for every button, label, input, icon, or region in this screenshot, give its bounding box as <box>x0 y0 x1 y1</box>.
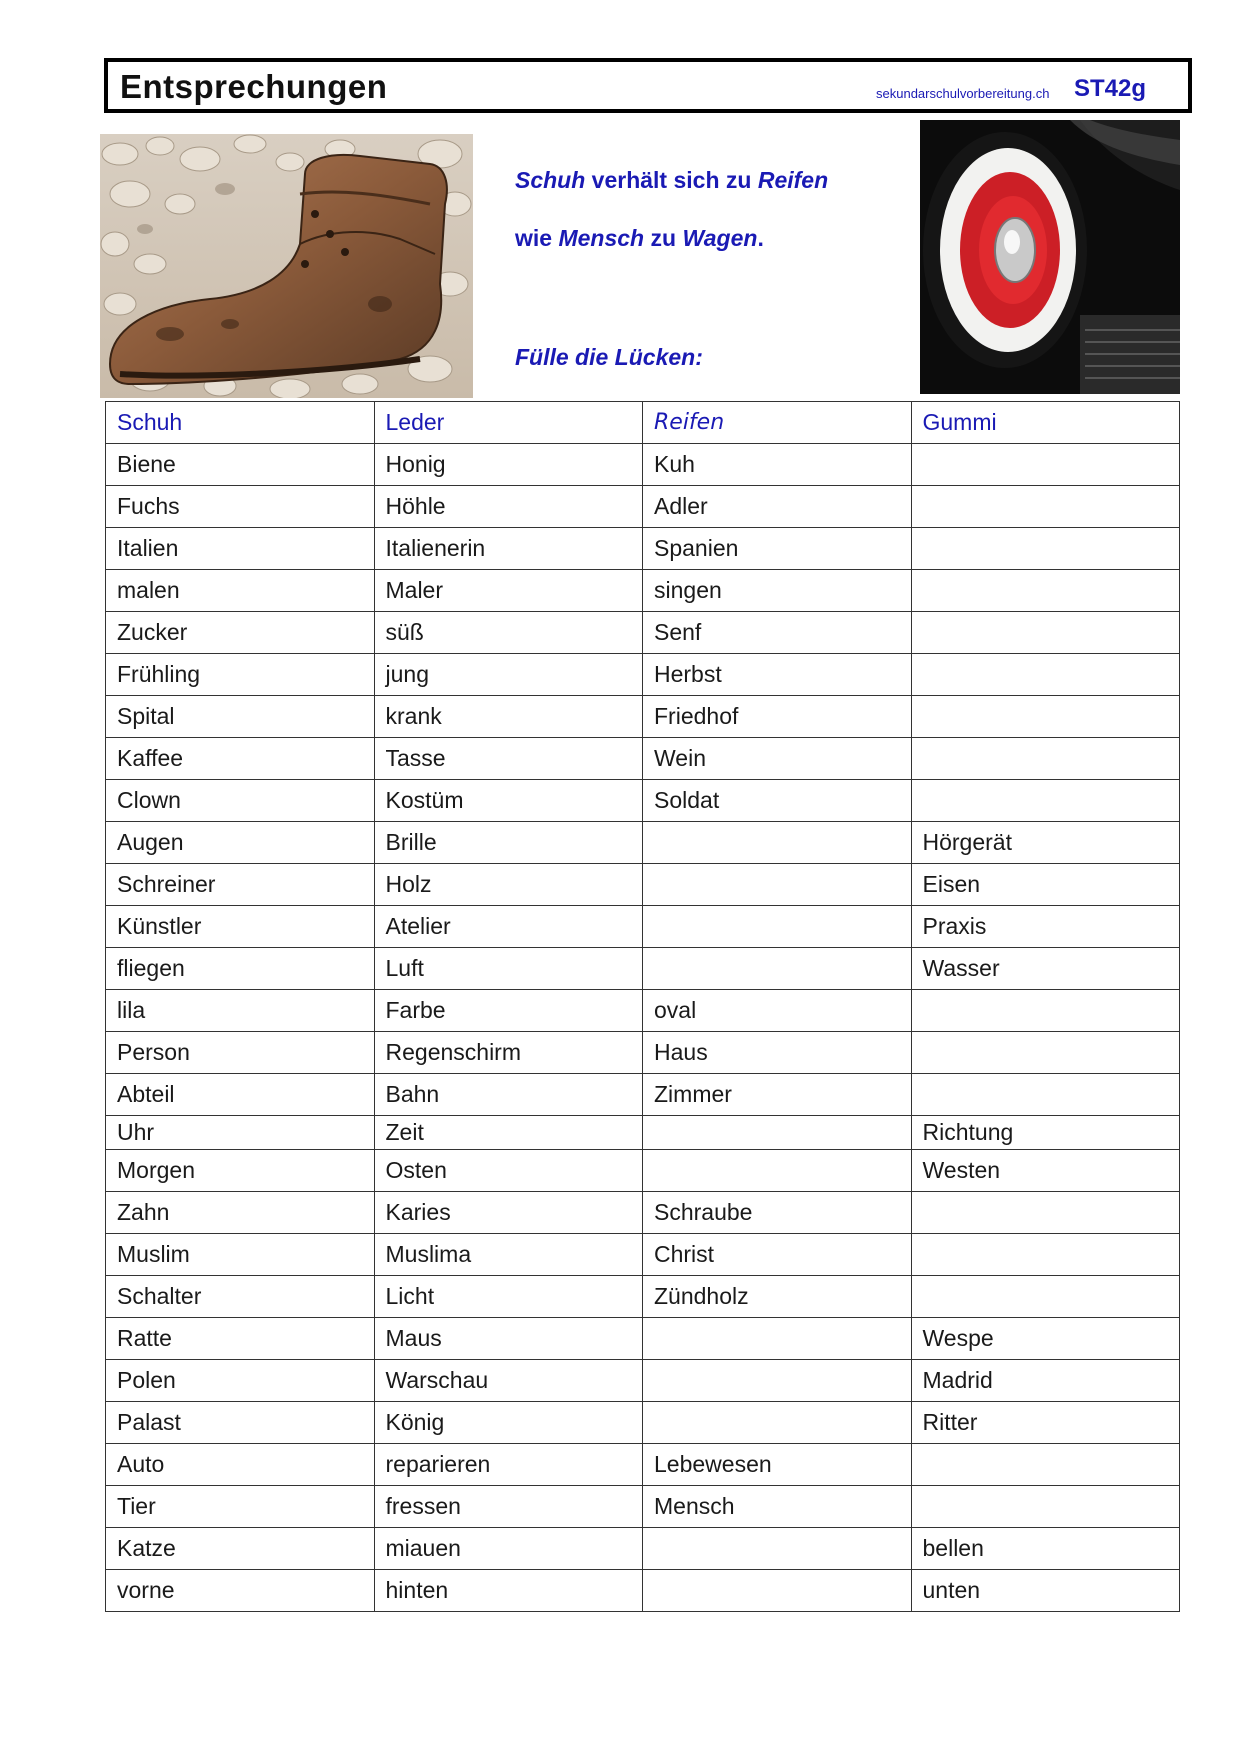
blank-cell[interactable] <box>643 864 912 906</box>
table-cell: Adler <box>643 486 912 528</box>
table-cell: Mensch <box>643 1486 912 1528</box>
table-row <box>106 1276 1180 1318</box>
blank-cell[interactable] <box>911 486 1180 528</box>
blank-cell[interactable] <box>911 1276 1180 1318</box>
table-cell: Zündholz <box>643 1276 912 1318</box>
table-cell: krank <box>374 696 643 738</box>
table-cell: Haus <box>643 1032 912 1074</box>
table-cell: Warschau <box>374 1360 643 1402</box>
table-row <box>106 1150 1180 1192</box>
table-row <box>106 1486 1180 1528</box>
blank-cell[interactable] <box>911 696 1180 738</box>
blank-cell[interactable] <box>643 1528 912 1570</box>
table-cell: Zahn <box>106 1192 375 1234</box>
table-row <box>106 1074 1180 1116</box>
table-row <box>106 864 1180 906</box>
table-cell: Augen <box>106 822 375 864</box>
table-row <box>106 780 1180 822</box>
table-cell: Friedhof <box>643 696 912 738</box>
table-cell: hinten <box>374 1570 643 1612</box>
table-cell: Karies <box>374 1192 643 1234</box>
analogy-table <box>105 401 1180 1612</box>
header-col-3: Reifen <box>643 402 912 444</box>
blank-cell[interactable] <box>911 570 1180 612</box>
table-cell: Honig <box>374 444 643 486</box>
blank-cell[interactable] <box>643 822 912 864</box>
site-name: sekundarschulvorbereitung.ch <box>876 86 1050 101</box>
blank-cell[interactable] <box>643 1402 912 1444</box>
table-cell: lila <box>106 990 375 1032</box>
table-cell: süß <box>374 612 643 654</box>
table-cell: Auto <box>106 1444 375 1486</box>
table-row <box>106 696 1180 738</box>
table-cell: Katze <box>106 1528 375 1570</box>
table-row <box>106 906 1180 948</box>
table-cell: fressen <box>374 1486 643 1528</box>
table-row <box>106 990 1180 1032</box>
table-cell: Frühling <box>106 654 375 696</box>
table-row <box>106 738 1180 780</box>
table-cell: Richtung <box>911 1116 1180 1150</box>
table-cell: Luft <box>374 948 643 990</box>
table-cell: Christ <box>643 1234 912 1276</box>
table-cell: Ratte <box>106 1318 375 1360</box>
table-row <box>106 1032 1180 1074</box>
table-row <box>106 612 1180 654</box>
blank-cell[interactable] <box>643 1116 912 1150</box>
table-cell: Kostüm <box>374 780 643 822</box>
table-header-row <box>106 402 1180 444</box>
table-row <box>106 1116 1180 1150</box>
blank-cell[interactable] <box>911 1032 1180 1074</box>
table-row <box>106 1570 1180 1612</box>
blank-cell[interactable] <box>911 612 1180 654</box>
table-cell: Person <box>106 1032 375 1074</box>
blank-cell[interactable] <box>643 1570 912 1612</box>
table-cell: malen <box>106 570 375 612</box>
table-row <box>106 1444 1180 1486</box>
table-cell: Künstler <box>106 906 375 948</box>
table-cell: Osten <box>374 1150 643 1192</box>
table-cell: vorne <box>106 1570 375 1612</box>
table-row <box>106 1360 1180 1402</box>
table-cell: Praxis <box>911 906 1180 948</box>
table-row <box>106 486 1180 528</box>
table-cell: König <box>374 1402 643 1444</box>
table-cell: Bahn <box>374 1074 643 1116</box>
table-cell: Höhle <box>374 486 643 528</box>
table-cell: fliegen <box>106 948 375 990</box>
table-cell: Italien <box>106 528 375 570</box>
table-cell: Clown <box>106 780 375 822</box>
page-title: Entsprechungen <box>120 68 388 105</box>
blank-cell[interactable] <box>911 1074 1180 1116</box>
table-cell: Spanien <box>643 528 912 570</box>
blank-cell[interactable] <box>911 738 1180 780</box>
blank-cell[interactable] <box>643 906 912 948</box>
table-cell: Spital <box>106 696 375 738</box>
table-cell: Regenschirm <box>374 1032 643 1074</box>
table-cell: Morgen <box>106 1150 375 1192</box>
blank-cell[interactable] <box>643 1150 912 1192</box>
table-cell: Lebewesen <box>643 1444 912 1486</box>
table-row <box>106 570 1180 612</box>
intro-sentence-1: Schuh verhält sich zu Reifen <box>515 167 829 193</box>
table-row <box>106 444 1180 486</box>
table-cell: Italienerin <box>374 528 643 570</box>
table-row <box>106 948 1180 990</box>
table-cell: Palast <box>106 1402 375 1444</box>
table-row <box>106 822 1180 864</box>
blank-cell[interactable] <box>911 780 1180 822</box>
table-cell: Schalter <box>106 1276 375 1318</box>
blank-cell[interactable] <box>911 1234 1180 1276</box>
table-cell: Holz <box>374 864 643 906</box>
table-cell: Herbst <box>643 654 912 696</box>
table-row <box>106 1192 1180 1234</box>
table-cell: Schreiner <box>106 864 375 906</box>
blank-cell[interactable] <box>911 1444 1180 1486</box>
blank-cell[interactable] <box>911 528 1180 570</box>
blank-cell[interactable] <box>643 948 912 990</box>
table-cell: Muslima <box>374 1234 643 1276</box>
table-row <box>106 1402 1180 1444</box>
shoe-photo <box>100 134 473 398</box>
table-cell: Zimmer <box>643 1074 912 1116</box>
table-cell: Biene <box>106 444 375 486</box>
table-cell: Maus <box>374 1318 643 1360</box>
header-col-4: Gummi <box>911 402 1180 444</box>
table-cell: Maler <box>374 570 643 612</box>
table-cell: Licht <box>374 1276 643 1318</box>
blank-cell[interactable] <box>911 444 1180 486</box>
table-cell: Atelier <box>374 906 643 948</box>
table-cell: Kaffee <box>106 738 375 780</box>
table-row <box>106 1318 1180 1360</box>
table-cell: singen <box>643 570 912 612</box>
table-cell: Muslim <box>106 1234 375 1276</box>
table-cell: oval <box>643 990 912 1032</box>
table-cell: Hörgerät <box>911 822 1180 864</box>
table-cell: Kuh <box>643 444 912 486</box>
table-cell: Brille <box>374 822 643 864</box>
table-cell: Schraube <box>643 1192 912 1234</box>
table-cell: Soldat <box>643 780 912 822</box>
table-cell: Tasse <box>374 738 643 780</box>
header-col-1: Schuh <box>106 402 375 444</box>
table-cell: Tier <box>106 1486 375 1528</box>
table-cell: Uhr <box>106 1116 375 1150</box>
table-cell: Westen <box>911 1150 1180 1192</box>
blank-cell[interactable] <box>911 654 1180 696</box>
header-col-2: Leder <box>374 402 643 444</box>
blank-cell[interactable] <box>643 1360 912 1402</box>
table-cell: Madrid <box>911 1360 1180 1402</box>
blank-cell[interactable] <box>911 990 1180 1032</box>
intro-sentence-2: wie Mensch zu Wagen. <box>515 225 764 251</box>
table-cell: Ritter <box>911 1402 1180 1444</box>
worksheet-code: ST42g <box>1074 75 1147 102</box>
table-cell: bellen <box>911 1528 1180 1570</box>
tire-photo <box>920 120 1180 394</box>
table-cell: Wasser <box>911 948 1180 990</box>
table-cell: unten <box>911 1570 1180 1612</box>
blank-cell[interactable] <box>643 1318 912 1360</box>
table-row <box>106 654 1180 696</box>
table-cell: Zucker <box>106 612 375 654</box>
table-cell: Wespe <box>911 1318 1180 1360</box>
table-cell: miauen <box>374 1528 643 1570</box>
table-cell: jung <box>374 654 643 696</box>
blank-cell[interactable] <box>911 1192 1180 1234</box>
table-cell: Polen <box>106 1360 375 1402</box>
table-cell: Abteil <box>106 1074 375 1116</box>
table-cell: Senf <box>643 612 912 654</box>
table-row <box>106 1528 1180 1570</box>
table-cell: Fuchs <box>106 486 375 528</box>
page-header <box>104 58 1192 113</box>
table-cell: Zeit <box>374 1116 643 1150</box>
table-cell: Eisen <box>911 864 1180 906</box>
table-cell: Farbe <box>374 990 643 1032</box>
table-cell: reparieren <box>374 1444 643 1486</box>
instruction: Fülle die Lücken: <box>515 344 703 370</box>
table-cell: Wein <box>643 738 912 780</box>
table-row <box>106 1234 1180 1276</box>
blank-cell[interactable] <box>911 1486 1180 1528</box>
table-row <box>106 528 1180 570</box>
